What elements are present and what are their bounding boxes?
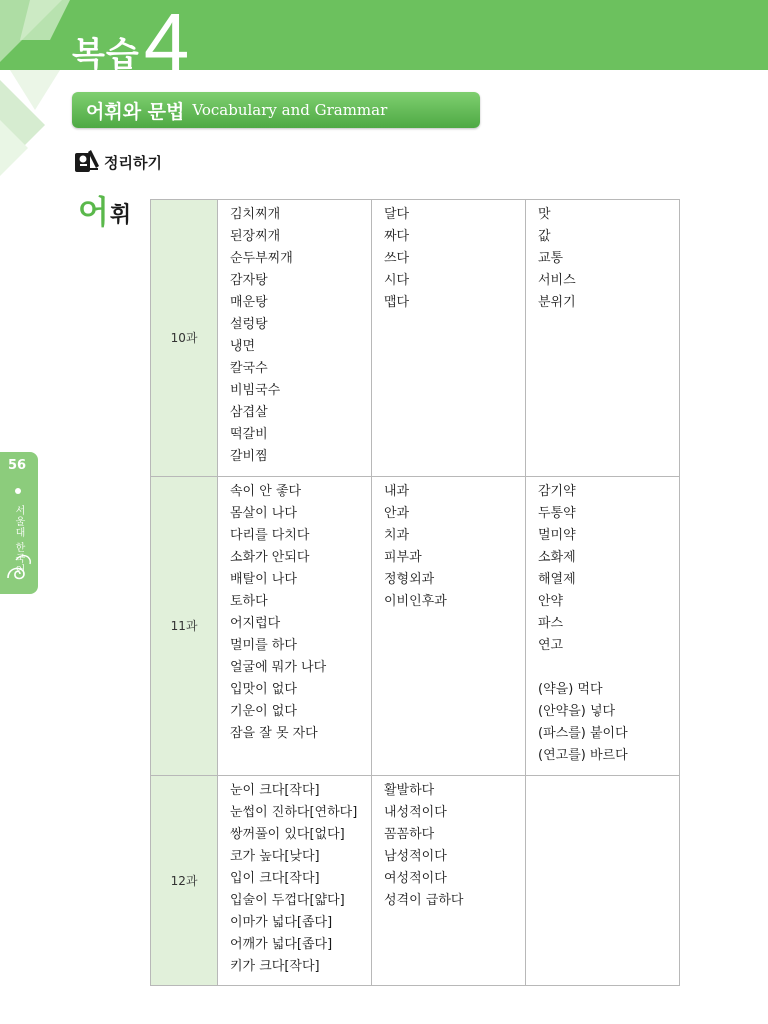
section-title-ko: 어휘와 문법 (86, 100, 185, 123)
vocab-cell (218, 776, 372, 986)
vocab-item: 칼국수 (230, 361, 268, 376)
vocab-item: 몸살이 나다 (230, 506, 297, 521)
vocab-item: 쓰다 (384, 251, 410, 266)
vocab-item: 배탈이 나다 (230, 572, 297, 587)
unit-title (72, 0, 190, 89)
vocabulary-table (150, 199, 680, 986)
vocab-item: (연고를) 바르다 (538, 748, 628, 763)
lesson-label: 11과 (151, 477, 218, 776)
vocab-item: 기운이 없다 (230, 704, 297, 719)
vocab-item: 꼼꼼하다 (384, 827, 435, 842)
vocab-item: 김치찌개 (230, 207, 281, 222)
vocab-item: 삼겹살 (230, 405, 268, 420)
page-number: 56 (7, 458, 27, 473)
vocab-item: 안약 (538, 594, 564, 609)
vocab-item: 잠을 잘 못 자다 (230, 726, 318, 741)
vocab-cell (218, 200, 372, 477)
vocab-item: 남성적이다 (384, 849, 447, 864)
vocab-item: 된장찌개 (230, 229, 281, 244)
vocab-item: 토하다 (230, 594, 268, 609)
vocab-item: 다리를 다치다 (230, 528, 310, 543)
subsection-label: 정리하기 (104, 153, 162, 172)
vocab-item: 해열제 (538, 572, 576, 587)
vocab-item: 시다 (384, 273, 410, 288)
vocab-item: 소화제 (538, 550, 576, 565)
vocab-item: 설렁탕 (230, 317, 268, 332)
vocab-item: (파스를) 붙이다 (538, 726, 628, 741)
unit-title-text: 복습 (72, 35, 140, 75)
vocab-item: 갈비찜 (230, 449, 268, 464)
vocab-item (538, 657, 679, 679)
vocab-item: 멀미약 (538, 528, 576, 543)
vocab-item: 쌍꺼풀이 있다[없다] (230, 827, 345, 842)
vocab-item: 입술이 두껍다[얇다] (230, 893, 345, 908)
vocab-item: 눈썹이 진하다[연하다] (230, 805, 358, 820)
vocabulary-heading-first: 어 (78, 193, 109, 231)
lesson-row (151, 477, 680, 776)
vocab-item: 떡갈비 (230, 427, 268, 442)
pencil-figure-icon (74, 150, 100, 174)
vocab-item: 연고 (538, 638, 564, 653)
lesson-row (151, 776, 680, 986)
vocab-item: 두통약 (538, 506, 576, 521)
vocab-item: 안과 (384, 506, 410, 521)
section-title-en: Vocabulary and Grammar (192, 101, 388, 119)
vocabulary-heading (78, 193, 132, 231)
vocab-item: 입맛이 없다 (230, 682, 297, 697)
vocab-item: 비빔국수 (230, 383, 281, 398)
vocab-cell (372, 477, 526, 776)
vocab-item: 서비스 (538, 273, 576, 288)
unit-number: 4 (143, 0, 190, 89)
vocab-item: 어지럽다 (230, 616, 281, 631)
vocab-cell (218, 477, 372, 776)
vocab-item: 교통 (538, 251, 564, 266)
vocab-item: 속이 안 좋다 (230, 484, 302, 499)
vocabulary-heading-rest: 휘 (109, 203, 132, 228)
vocabulary-table-body (151, 200, 680, 986)
vocab-item: 맛 (538, 207, 551, 222)
vocab-item: (안약을) 넣다 (538, 704, 616, 719)
vocab-item: 눈이 크다[작다] (230, 783, 320, 798)
book-title: 서울대 한국어 (13, 505, 24, 576)
vocab-item: 달다 (384, 207, 410, 222)
vocab-item: 파스 (538, 616, 564, 631)
section-title-bar (72, 92, 480, 128)
bullet-dot-icon (15, 488, 21, 494)
vocab-item: 내과 (384, 484, 410, 499)
vocab-item: 이비인후과 (384, 594, 447, 609)
vocab-item: 감기약 (538, 484, 576, 499)
vocab-item: (약을) 먹다 (538, 682, 603, 697)
vocab-item: 짜다 (384, 229, 410, 244)
vocab-item: 내성적이다 (384, 805, 447, 820)
vocab-cell (526, 477, 680, 776)
vocab-item: 맵다 (384, 295, 410, 310)
vocab-item: 치과 (384, 528, 410, 543)
vocab-item: 매운탕 (230, 295, 268, 310)
vocab-item: 어깨가 넓다[좁다] (230, 937, 333, 952)
vocab-item: 얼굴에 뭐가 나다 (230, 660, 327, 675)
vocab-item: 분위기 (538, 295, 576, 310)
vocab-item: 입이 크다[작다] (230, 871, 320, 886)
vocab-cell (526, 200, 680, 477)
vocab-item: 키가 크다[작다] (230, 959, 320, 974)
vocab-item: 이마가 넓다[좁다] (230, 915, 333, 930)
vocab-item: 감자탕 (230, 273, 268, 288)
vocab-item: 여성적이다 (384, 871, 447, 886)
vocab-item: 순두부찌개 (230, 251, 293, 266)
vocab-item: 값 (538, 229, 551, 244)
swirl-ornament-icon (2, 548, 36, 588)
subsection-heading (74, 150, 162, 174)
vocab-item: 멀미를 하다 (230, 638, 297, 653)
vocab-item: 성격이 급하다 (384, 893, 464, 908)
vocab-cell (372, 200, 526, 477)
vocab-item: 활발하다 (384, 783, 435, 798)
vocab-item: 냉면 (230, 339, 256, 354)
lesson-row (151, 200, 680, 477)
lesson-label: 12과 (151, 776, 218, 986)
vocab-item: 피부과 (384, 550, 422, 565)
vocab-cell (372, 776, 526, 986)
vocab-item: 소화가 안되다 (230, 550, 310, 565)
vocab-item: 정형외과 (384, 572, 435, 587)
vocab-cell (526, 776, 680, 986)
lesson-label: 10과 (151, 200, 218, 477)
vocab-item: 코가 높다[낮다] (230, 849, 320, 864)
